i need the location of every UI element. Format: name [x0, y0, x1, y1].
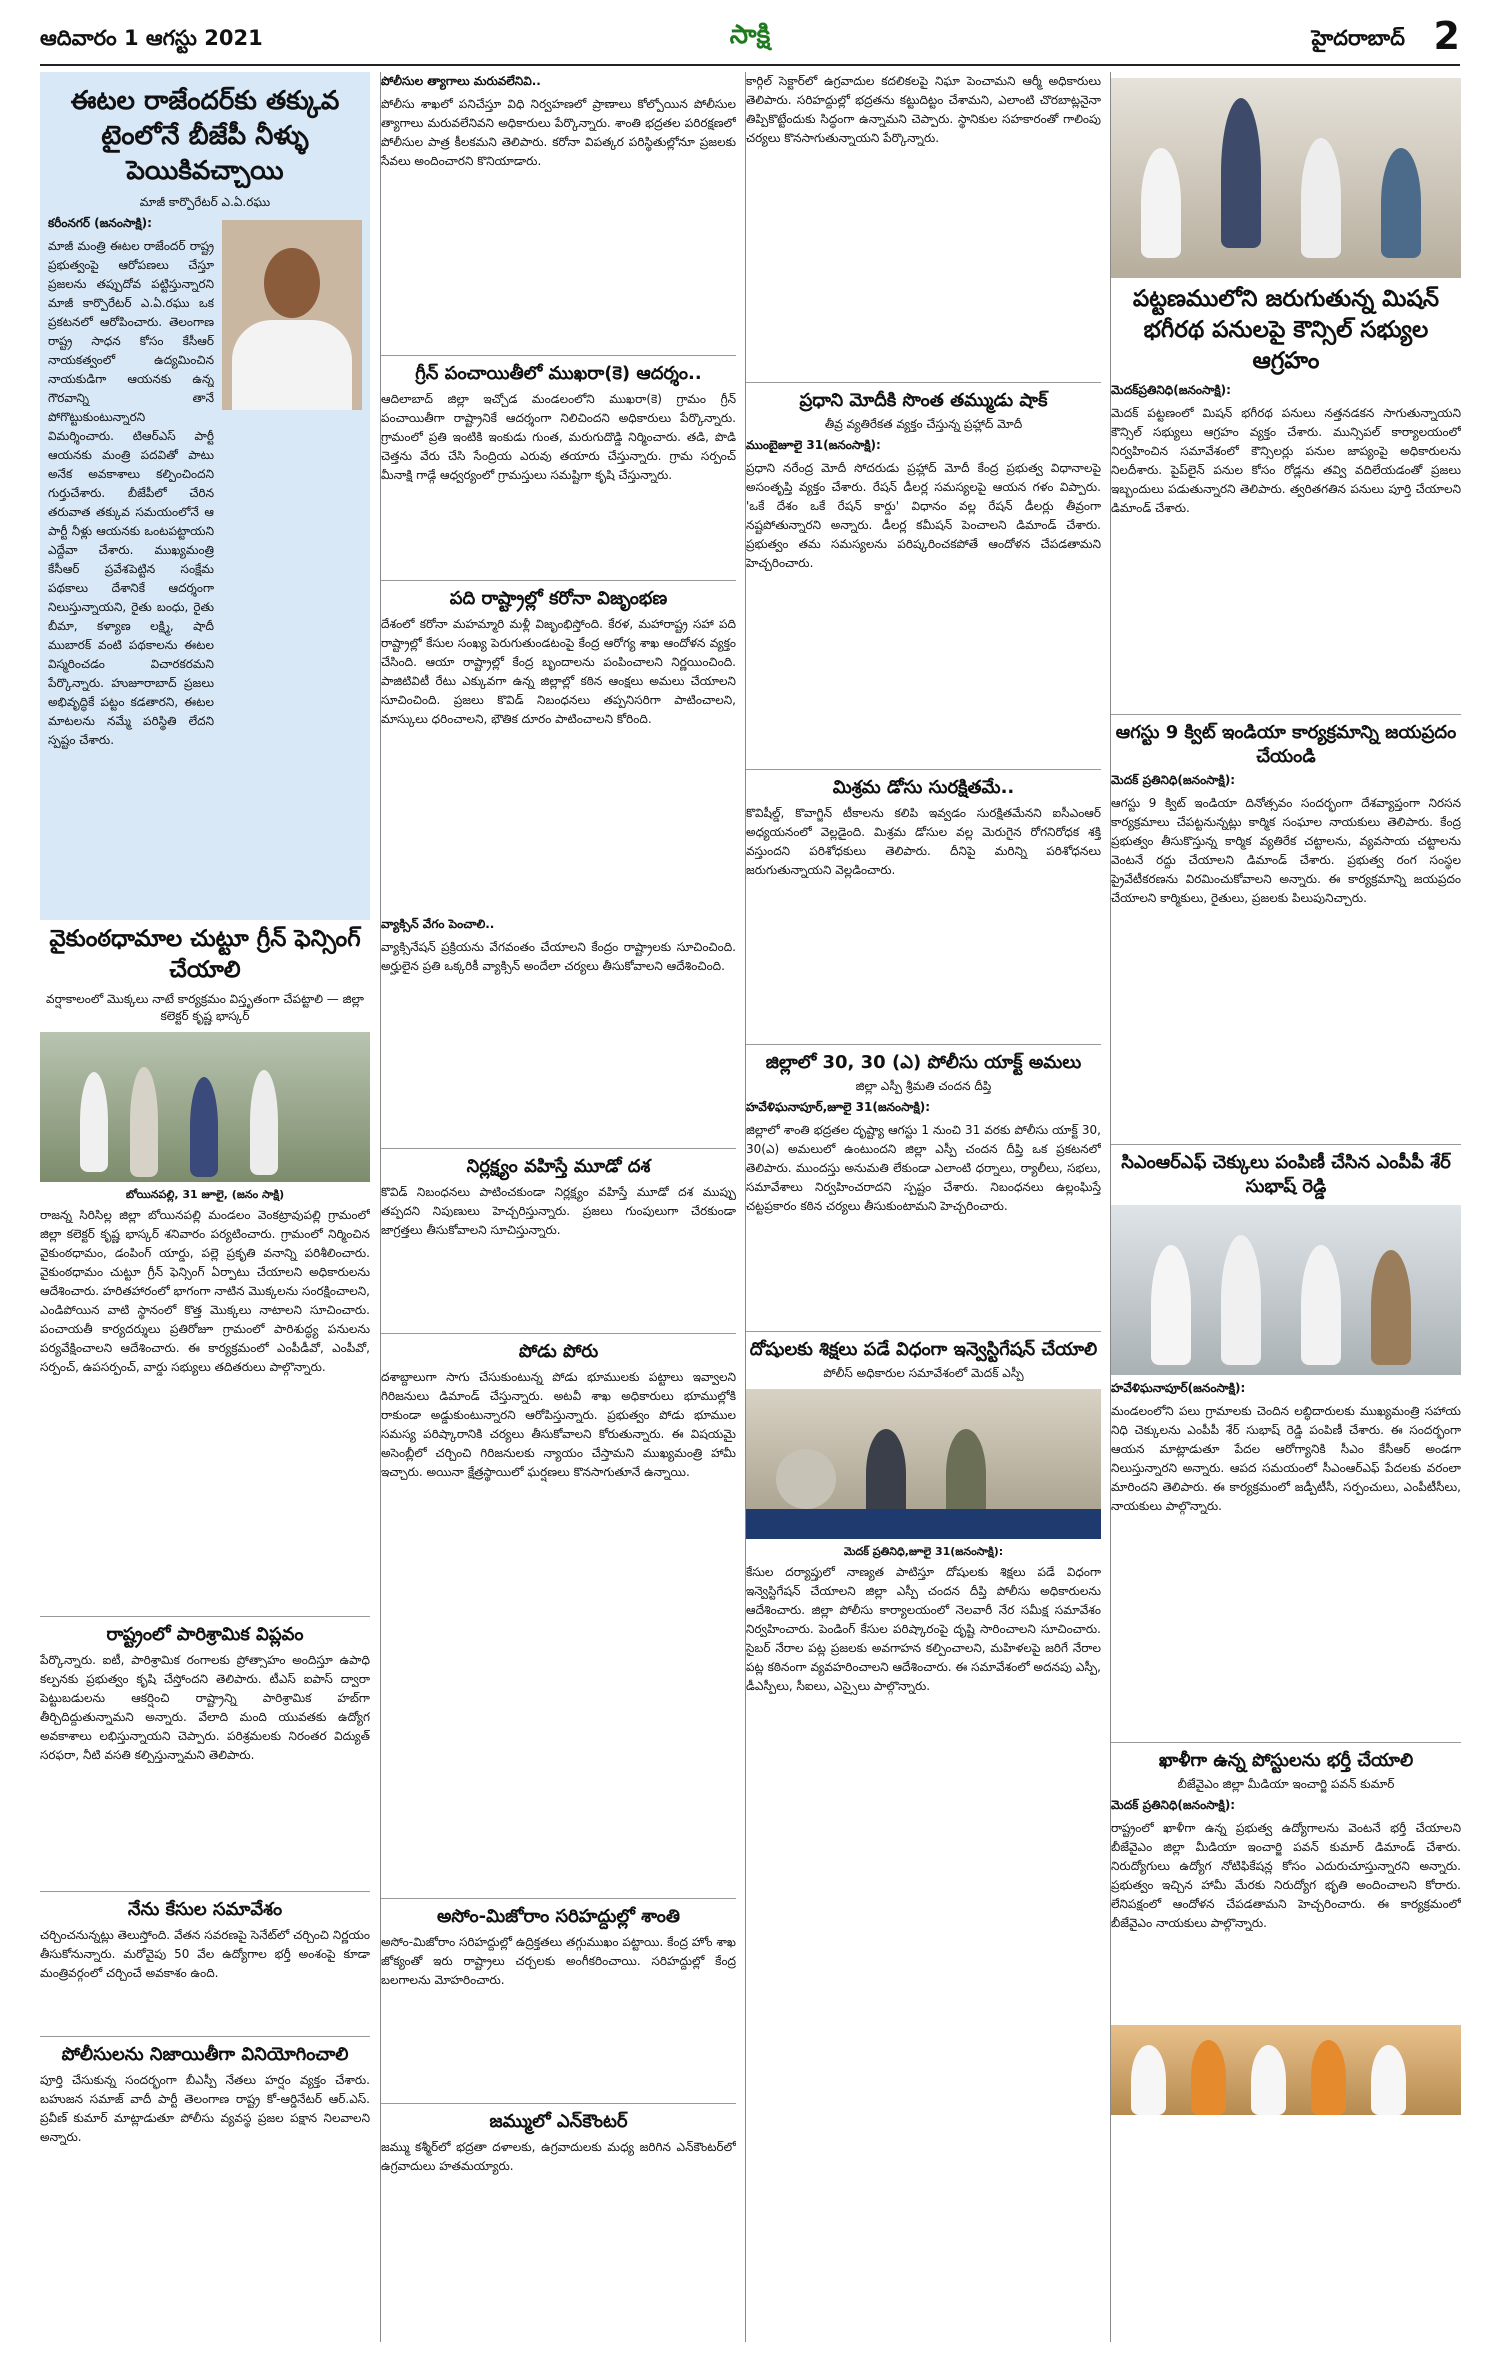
- police-act-subhead: జిల్లా ఎస్పీ శ్రీమతి చందన దీప్తి: [855, 1079, 992, 1093]
- story4-body: చర్చించనున్నట్లు తెలుస్తోంది. వేతన సవరణపై సెనేట్‌లో చర్చించి నిర్ణయం తీసుకోనున్నారు. మరోవైపు 50 వేల ఉద్యోగాల భర్తీ అంశంపై కూడా మంత్రివర్గంలో చర్చించే అవకాశం ఉంది.: [40, 1928, 370, 1980]
- investigation-headline: దోషులకు శిక్షలు పడే విధంగా ఇన్వెస్టిగేషన్ చేయాలి: [746, 1331, 1101, 1362]
- bjym-photo: [1111, 2025, 1461, 2115]
- bhagiratha-body: మెదక్ పట్టణంలో మిషన్ భగీరథ పనులు నత్తనడకన సాగుతున్నాయని కౌన్సిల్ సభ్యులు ఆగ్రహం వ్యక్తం చేశారు. మున్సిపల్ కార్యాలయంలో నిర్వహించిన సమావేశంలో కౌన్సిలర్లు పనుల జాప్యంపై అధికారులను నిలదీశారు. పైప్‌లైన్ పనుల కోసం రోడ్లను తవ్వి వదిలేయడంతో ప్రజలు ఇబ్బందులు పడుతున్నారని తెలిపారు. త్వరితగతిన పనులు పూర్తి చేయాలని డిమాండ్ చేశారు.: [1111, 406, 1461, 515]
- police-sacrifice-body: పోలీసు శాఖలో పనిచేస్తూ విధి నిర్వహణలో ప్రాణాలు కోల్పోయిన పోలీసుల త్యాగాలు మరువలేనివని అధికారులు పేర్కొన్నారు. శాంతి భద్రతల పరిరక్షణలో పోలీసుల పాత్ర కీలకమని తెలిపారు. కరోనా విపత్కర పరిస్థితుల్లోనూ ప్రజలకు సేవలు అందించారని కొనియాడారు.: [381, 97, 736, 168]
- quit-india-body: ఆగస్టు 9 క్విట్ ఇండియా దినోత్సవం సందర్భంగా దేశవ్యాప్తంగా నిరసన కార్యక్రమాలు చేపట్టనున్నట్లు కార్మిక సంఘాల నాయకులు తెలిపారు. కేంద్ర ప్రభుత్వం తీసుకొస్తున్న కార్మిక వ్యతిరేక చట్టాలను, వ్యవసాయ చట్టాలను వెంటనే రద్దు చేయాలని డిమాండ్ చేశారు. ప్రభుత్వ రంగ సంస్థల ప్రైవేటీకరణను విరమించుకోవాలని అన్నారు. ఈ కార్యక్రమాన్ని జయప్రదం చేయాలని కార్మికులు, రైతులు, ప్రజలకు పిలుపునిచ్చారు.: [1111, 796, 1461, 905]
- story4-headline: నేను కేసుల సమావేశం: [40, 1891, 370, 1922]
- mixed-dose-headline: మిశ్రమ డోసు సురక్షితమే..: [746, 769, 1101, 800]
- cmrf-headline: సిఎంఆర్‌ఎఫ్ చెక్కులు పంపిణీ చేసిన ఎంపీపీ శేర్ సుభాష్ రెడ్డి: [1111, 1144, 1461, 1199]
- masthead: [40, 14, 1460, 66]
- lead-byline: మాజీ కార్పొరేటర్ ఎ.ఏ.రఘు: [139, 195, 271, 209]
- third-wave-body: కొవిడ్ నిబంధనలు పాటించకుండా నిర్లక్ష్యం వహిస్తే మూడో దశ ముప్పు తప్పదని నిపుణులు హెచ్చరిస్తున్నారు. ప్రజలు గుంపులుగా చేరకుండా జాగ్రత్తలు తీసుకోవాలని సూచిస్తున్నారు.: [381, 1185, 736, 1237]
- jammu-body: జమ్ము కశ్మీర్‌లో భద్రతా దళాలకు, ఉగ్రవాదులకు మధ్య జరిగిన ఎన్‌కౌంటర్‌లో ఉగ్రవాదులు హతమయ్యారు.: [381, 2140, 736, 2173]
- lead-body: మాజీ మంత్రి ఈటల రాజేందర్ రాష్ట్ర ప్రభుత్వంపై ఆరోపణలు చేస్తూ ప్రజలను తప్పుదోవ పట్టిస్తున్నారని మాజీ కార్పొరేటర్ ఎ.ఏ.రఘు ఒక ప్రకటనలో ఆరోపించారు. తెలంగాణ రాష్ట్ర సాధన కోసం కేసీఆర్ నాయకత్వంలో ఉద్యమించిన నాయకుడిగా ఆయనకు ఉన్న గౌరవాన్ని తానే పోగొట్టుకుంటున్నారని విమర్శించారు. టిఆర్ఎస్ పార్టీ ఆయనకు మంత్రి పదవితో పాటు అనేక అవకాశాలు కల్పించిందని గుర్తుచేశారు. బీజేపీలో చేరిన తరువాత తక్కువ సమయంలోనే ఆ పార్టీ నీళ్లు ఆయనకు ఒంటపట్టాయని ఎద్దేవా చేశారు. ముఖ్యమంత్రి కేసీఆర్ ప్రవేశపెట్టిన సంక్షేమ పథకాలు దేశానికే ఆదర్శంగా నిలుస్తున్నాయని, రైతు బంధు, రైతు బీమా, కళ్యాణ లక్ష్మి, షాదీ ముబారక్ వంటి పథకాలను ఈటల విస్మరించడం విచారకరమని పేర్కొన్నారు. హుజూరాబాద్ ప్రజలు అభివృద్ధికే పట్టం కడతారని, ఈటల మాటలను నమ్మే పరిస్థితి లేదని స్పష్టం చేశారు.: [48, 239, 214, 747]
- page-number: 2: [1433, 14, 1460, 58]
- modi-brother-headline: ప్రధాని మోదీకి సొంత తమ్ముడు షాక్: [746, 382, 1101, 413]
- column-3: [745, 72, 1101, 2342]
- story2-photo-caption: బోయినపల్లి, 31 జూలై, (జనం సాక్షి): [125, 1188, 285, 1201]
- mixed-dose-body: కొవిషీల్డ్, కొవాగ్జిన్ టీకాలను కలిపి ఇవ్వడం సురక్షితమేనని ఐసీఎంఆర్ అధ్యయనంలో వెల్లడైంది. మిశ్రమ డోసుల వల్ల మెరుగైన రోగనిరోధక శక్తి వస్తుందని పరిశోధకులు తెలిపారు. దీనిపై మరిన్ని పరిశోధనలు జరుగుతున్నాయని వెల్లడించారు.: [746, 806, 1101, 877]
- assam-body: అసోం-మిజోరాం సరిహద్దుల్లో ఉద్రిక్తతలు తగ్గుముఖం పట్టాయి. కేంద్ర హోం శాఖ జోక్యంతో ఇరు రాష్ట్రాలు చర్చలకు అంగీకరించాయి. సరిహద్దుల్లో కేంద్ర బలగాలను మోహరించారు.: [381, 1935, 736, 1987]
- issue-date: ఆదివారం 1 ఆగస్టు 2021: [40, 26, 263, 50]
- story2-body: రాజన్న సిరిసిల్ల జిల్లా బోయినపల్లి మండలం వెంకట్రావుపల్లి గ్రామంలో జిల్లా కలెక్టర్ కృష్ణ భాస్కర్ శనివారం పర్యటించారు. గ్రామంలో నిర్మించిన వైకుంఠధామం, డంపింగ్ యార్డు, పల్లె ప్రకృతి వనాన్ని పరిశీలించారు. వైకుంఠధామం చుట్టూ గ్రీన్ ఫెన్సింగ్ ఏర్పాటు చేయాలని అధికారులను ఆదేశించారు. హరితహారంలో భాగంగా నాటిన మొక్కలను సంరక్షించాలని, ఎండిపోయిన వాటి స్థానంలో కొత్త మొక్కలు నాటాలని సూచించారు. పంచాయతీ కార్యదర్శులు ప్రతిరోజూ గ్రామంలో పారిశుద్ధ్య పనులను పర్యవేక్షించాలని ఆదేశించారు. ఈ కార్యక్రమంలో ఎంపీడీవో, ఎంపీవో, సర్పంచ్, ఉపసర్పంచ్, వార్డు సభ్యులు తదితరులు పాల్గొన్నారు.: [40, 1208, 370, 1374]
- police-act-dateline: హవేళిఘనాపూర్,జూలై 31(జనంసాక్షి):: [746, 1100, 931, 1114]
- vaccine-body: వ్యాక్సినేషన్ ప్రక్రియను వేగవంతం చేయాలని కేంద్రం రాష్ట్రాలకు సూచించింది. అర్హులైన ప్రతి ఒక్కరికీ వ్యాక్సిన్ అందేలా చర్యలు తీసుకోవాలని ఆదేశించింది.: [381, 940, 736, 973]
- quit-india-dateline: మెదక్ ప్రతినిధి(జనంసాక్షి):: [1111, 773, 1236, 787]
- story2-headline: వైకుంఠధామాల చుట్టూ గ్రీన్ ఫెన్సింగ్ చేయాలి: [49, 926, 361, 983]
- police-act-body: జిల్లాలో శాంతి భద్రతల దృష్ట్యా ఆగస్టు 1 నుంచి 31 వరకు పోలీసు యాక్ట్ 30, 30(ఎ) అమలులో ఉంటుందని జిల్లా ఎస్పీ చందన దీప్తి ఒక ప్రకటనలో తెలిపారు. ముందస్తు అనుమతి లేకుండా ఎలాంటి ధర్నాలు, ర్యాలీలు, సభలు, సమావేశాలు నిర్వహించరాదని స్పష్టం చేశారు. నిబంధనలు ఉల్లంఘిస్తే చట్టప్రకారం కఠిన చర్యలు తీసుకుంటామని హెచ్చరించారు.: [746, 1123, 1101, 1213]
- column-4: [1110, 72, 1461, 2342]
- covid-states-headline: పది రాష్ట్రాల్లో కరోనా విజృంభణ: [381, 580, 736, 611]
- modi-brother-body: ప్రధాని నరేంద్ర మోదీ సోదరుడు ప్రహ్లాద్ మోదీ కేంద్ర ప్రభుత్వ విధానాలపై అసంతృప్తి వ్యక్తం చేశారు. రేషన్ డీలర్ల సమస్యలపై ఆయన గళం విప్పారు. 'ఒకే దేశం ఒకే రేషన్ కార్డు' విధానం వల్ల రేషన్ డీలర్లు తీవ్రంగా నష్టపోతున్నారని అన్నారు. డీలర్ల కమీషన్ పెంచాలని డిమాండ్ చేశారు. ప్రభుత్వం తమ సమస్యలను పరిష్కరించకపోతే ఆందోళన చేపడతామని హెచ్చరించారు.: [746, 461, 1101, 570]
- lead-headline: ఈటల రాజేందర్‌కు తక్కువ టైంలోనే బీజేపీ నీళ్ళు పెయికివచ్చాయి: [70, 86, 340, 186]
- investigation-photo-caption: మెదక్ ప్రతినిధి,జూలై 31(జనంసాక్షి):: [843, 1545, 1004, 1558]
- police-act-headline: జిల్లాలో 30, 30 (ఎ) పోలీసు యాక్ట్ అమలు: [746, 1044, 1101, 1075]
- jammu-headline: జమ్ములో ఎన్‌కౌంటర్: [381, 2103, 736, 2134]
- story2-subhead: వర్షాకాలంలో మొక్కలు నాటే కార్యక్రమం విస్తృతంగా చేపట్టాలి — జిల్లా కలెక్టర్ కృష్ణ భాస్కర్: [46, 992, 364, 1023]
- police-meeting-photo: [746, 1389, 1101, 1539]
- modi-brother-dateline: ముంబైజూలై 31(జనంసాక్షి):: [746, 438, 881, 452]
- green-panchayat-headline: గ్రీన్ పంచాయితీలో ముఖరా(కె) ఆదర్శం..: [381, 355, 736, 386]
- council-meeting-photo: [1111, 78, 1461, 278]
- column-2: [380, 72, 736, 2342]
- podu-headline: పోడు పోరు: [381, 1333, 736, 1364]
- quit-india-headline: ఆగస్టు 9 క్విట్ ఇండియా కార్యక్రమాన్ని జయప్రదం చేయండి: [1111, 714, 1461, 769]
- story5-headline: పోలీసులను నిజాయితీగా వినియోగించాలి: [40, 2036, 370, 2067]
- jobs-body: రాష్ట్రంలో ఖాళీగా ఉన్న ప్రభుత్వ ఉద్యోగాలను వెంటనే భర్తీ చేయాలని బీజేవైఎం జిల్లా మీడియా ఇంచార్జి పవన్ కుమార్ డిమాండ్ చేశారు. నిరుద్యోగులు ఉద్యోగ నోటిఫికేషన్ల కోసం ఎదురుచూస్తున్నారని అన్నారు. ప్రభుత్వం ఇచ్చిన హామీ మేరకు నిరుద్యోగ భృతి అందించాలని కోరారు. లేనిపక్షంలో ఆందోళన చేపడతామని హెచ్చరించారు. ఈ కార్యక్రమంలో బీజేవైఎం నాయకులు పాల్గొన్నారు.: [1111, 1821, 1461, 1930]
- cmrf-dateline: హవేళిఘనాపూర్(జనంసాక్షి):: [1111, 1381, 1246, 1395]
- jobs-headline: ఖాళీగా ఉన్న పోస్టులను భర్తీ చేయాలి: [1111, 1742, 1461, 1773]
- assam-headline: అసోం-మిజోరాం సరిహద్దుల్లో శాంతి: [381, 1898, 736, 1929]
- column-1: [40, 72, 370, 2342]
- kargil-body: కార్గిల్ సెక్టార్‌లో ఉగ్రవాదుల కదలికలపై నిఘా పెంచామని ఆర్మీ అధికారులు తెలిపారు. సరిహద్దుల్లో భద్రతను కట్టుదిట్టం చేశామని, ఎలాంటి చొరబాట్లనైనా తిప్పికొట్టేందుకు సిద్ధంగా ఉన్నామని చెప్పారు. స్థానికుల సహకారంతో గాలింపు చర్యలు కొనసాగుతున్నాయని పేర్కొన్నారు.: [746, 74, 1101, 145]
- podu-body: దశాబ్దాలుగా సాగు చేసుకుంటున్న పోడు భూములకు పట్టాలు ఇవ్వాలని గిరిజనులు డిమాండ్ చేస్తున్నారు. అటవీ శాఖ అధికారులు భూముల్లోకి రాకుండా అడ్డుకుంటున్నారని ఆరోపిస్తున్నారు. ప్రభుత్వం పోడు భూముల సమస్య పరిష్కారానికి చర్యలు తీసుకోవాలని కోరుతున్నారు. ఈ విషయమై అసెంబ్లీలో చర్చించి గిరిజనులకు న్యాయం చేస్తామని ముఖ్యమంత్రి హామీ ఇచ్చారు. అయినా క్షేత్రస్థాయిలో ఘర్షణలు కొనసాగుతూనే ఉన్నాయి.: [381, 1370, 736, 1479]
- lead-dateline: కరీంనగర్ (జనంసాక్షి):: [48, 216, 152, 230]
- covid-states-body: దేశంలో కరోనా మహమ్మారి మళ్లీ విజృంభిస్తోంది. కేరళ, మహారాష్ట్ర సహా పది రాష్ట్రాల్లో కేసుల సంఖ్య పెరుగుతుండటంపై కేంద్ర ఆరోగ్య శాఖ ఆందోళన వ్యక్తం చేసింది. ఆయా రాష్ట్రాల్లో కేంద్ర బృందాలను పంపించాలని నిర్ణయించింది. పాజిటివిటీ రేటు ఎక్కువగా ఉన్న జిల్లాల్లో కఠిన ఆంక్షలు అమలు చేయాలని సూచించింది. ప్రజలు కొవిడ్ నిబంధనలు తప్పనిసరిగా పాటించాలని, మాస్కులు ధరించాలని, భౌతిక దూరం పాటించాలని కోరింది.: [381, 617, 736, 726]
- story3-body: పేర్కొన్నారు. ఐటీ, పారిశ్రామిక రంగాలకు ప్రోత్సాహం అందిస్తూ ఉపాధి కల్పనకు ప్రభుత్వం కృషి చేస్తోందని తెలిపారు. టీఎస్ ఐపాస్ ద్వారా పెట్టుబడులను ఆకర్షించి రాష్ట్రాన్ని పారిశ్రామిక హబ్‌గా తీర్చిదిద్దుతున్నామని అన్నారు. వేలాది మంది యువతకు ఉద్యోగ అవకాశాలు లభిస్తున్నాయని చెప్పారు. పరిశ్రమలకు నిరంతర విద్యుత్ సరఫరా, నీటి వసతి కల్పిస్తున్నామని తెలిపారు.: [40, 1653, 370, 1762]
- investigation-subhead: పోలీస్ అధికారుల సమావేశంలో మెదక్ ఎస్పీ: [823, 1366, 1024, 1380]
- cmrf-photo: [1111, 1205, 1461, 1375]
- vaccine-headline: వ్యాక్సిన్ వేగం పెంచాలి..: [381, 917, 495, 931]
- story3-headline: రాష్ట్రంలో పారిశ్రామిక విప్లవం: [40, 1616, 370, 1647]
- cmrf-body: మండలంలోని పలు గ్రామాలకు చెందిన లబ్ధిదారులకు ముఖ్యమంత్రి సహాయ నిధి చెక్కులను ఎంపీపీ శేర్ సుభాష్ రెడ్డి పంపిణీ చేశారు. ఈ సందర్భంగా ఆయన మాట్లాడుతూ పేదల ఆరోగ్యానికి సీఎం కేసీఆర్ అండగా నిలుస్తున్నారని అన్నారు. ఆపద సమయంలో సీఎంఆర్ఎఫ్ పేదలకు వరంలా మారిందని తెలిపారు. ఈ కార్యక్రమంలో జడ్పీటీసీ, సర్పంచులు, ఎంపీటీసీలు, నాయకులు పాల్గొన్నారు.: [1111, 1404, 1461, 1513]
- jobs-dateline: మెదక్ ప్రతినిధి(జనంసాక్షి):: [1111, 1798, 1236, 1812]
- bhagiratha-dateline: మెదక్‌ప్రతినిధి(జనంసాక్షి):: [1111, 383, 1231, 397]
- modi-brother-subhead: తీవ్ర వ్యతిరేకత వ్యక్తం చేస్తున్న ప్రహ్లాద్ మోదీ: [824, 417, 1023, 431]
- story5-body: పూర్తి చేసుకున్న సందర్భంగా బీఎస్పీ నేతలు హర్షం వ్యక్తం చేశారు. బహుజన సమాజ్ వాదీ పార్టీ తెలంగాణ రాష్ట్ర కో-ఆర్డినేటర్ ఆర్.ఎస్. ప్రవీణ్ కుమార్ మాట్లాడుతూ పోలీసు వ్యవస్థ ప్రజల పక్షాన నిలవాలని అన్నారు.: [40, 2073, 370, 2144]
- investigation-body: కేసుల దర్యాప్తులో నాణ్యత పాటిస్తూ దోషులకు శిక్షలు పడే విధంగా ఇన్వెస్టిగేషన్ చేయాలని జిల్లా ఎస్పీ చందన దీప్తి పోలీసు అధికారులను ఆదేశించారు. జిల్లా పోలీసు కార్యాలయంలో నెలవారీ నేర సమీక్ష సమావేశం నిర్వహించారు. పెండింగ్ కేసుల పరిష్కారంపై దృష్టి సారించాలని సూచించారు. సైబర్ నేరాల పట్ల ప్రజలకు అవగాహన కల్పించాలని, మహిళలపై జరిగే నేరాల పట్ల కఠినంగా వ్యవహరించాలని ఆదేశించారు. ఈ సమావేశంలో అదనపు ఎస్పీ, డీఎస్పీలు, సీఐలు, ఎస్సైలు పాల్గొన్నారు.: [746, 1565, 1101, 1693]
- lead-story-box: [40, 72, 370, 920]
- third-wave-headline: నిర్లక్ష్యం వహిస్తే మూడో దశ: [381, 1148, 736, 1179]
- bhagiratha-headline: పట్టణములోని జరుగుతున్న మిషన్ భగీరథ పనులపై కౌన్సిల్ సభ్యుల ఆగ్రహం: [1132, 286, 1440, 374]
- newspaper-logo: సాక్షి: [729, 20, 771, 50]
- collector-visit-photo: [40, 1032, 370, 1182]
- green-panchayat-body: ఆదిలాబాద్ జిల్లా ఇచ్చోడ మండలంలోని ముఖరా(కె) గ్రామం గ్రీన్ పంచాయితీగా రాష్ట్రానికే ఆదర్శంగా నిలిచిందని అధికారులు పేర్కొన్నారు. గ్రామంలో ప్రతి ఇంటికి ఇంకుడు గుంత, మరుగుదొడ్డి నిర్మించారు. తడి, పొడి చెత్తను వేరు చేసి సేంద్రియ ఎరువు తయారు చేస్తున్నారు. గ్రామ సర్పంచ్ మీనాక్షి గాడ్గే ఆధ్వర్యంలో గ్రామస్తులు సమష్టిగా కృషి చేస్తున్నారు.: [381, 392, 736, 482]
- jobs-subhead: బీజేవైఎం జిల్లా మీడియా ఇంచార్జి పవన్ కుమార్: [1177, 1777, 1395, 1791]
- police-sacrifice-headline: పోలీసుల త్యాగాలు మరువలేనివి..: [381, 74, 541, 88]
- politician-portrait: [222, 220, 362, 410]
- edition-city: హైదరాబాద్: [1311, 26, 1405, 50]
